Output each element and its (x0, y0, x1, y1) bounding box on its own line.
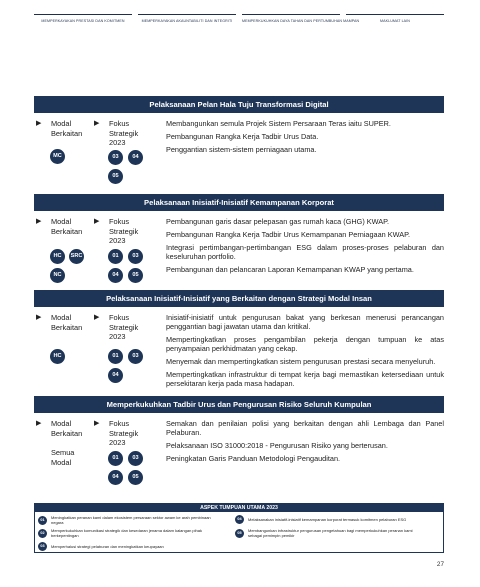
focus-badge: 03 (108, 150, 123, 165)
modal-label: Berkaitan (51, 226, 83, 236)
modal-label: Modal (51, 217, 72, 226)
fokus-label: 2023 (109, 438, 126, 447)
capital-badge-mc: MC (50, 149, 65, 164)
aspek-tumpuan-box (34, 503, 444, 553)
section-tadbir-urus (34, 396, 444, 493)
initiative-item: Pelaksanaan ISO 31000:2018 - Pengurusan Risiko yang berterusan. (166, 441, 388, 450)
aspek-number: 05 (235, 529, 244, 538)
focus-badge: 04 (108, 368, 123, 383)
aspek-title: ASPEK TUMPUAN UTAMA 2023 (35, 504, 443, 512)
focus-badge: 01 (108, 249, 123, 264)
initiative-item: Membangunkan semula Projek Sistem Persaraan Teras iaitu SUPER. (166, 119, 391, 128)
triangle-bullet-icon: ▶ (36, 218, 42, 225)
aspek-item (38, 542, 216, 551)
section-title: Pelaksanaan Pelan Hala Tuju Transformasi Digital (34, 96, 444, 113)
capital-badge-src: SRC (69, 249, 84, 264)
aspek-text: Membangunkan infrastruktur pengurusan pengetahuan bagi memperkukuhkan peranan kami sebagai pemimpin pemikir (248, 528, 413, 538)
nav-prestasi[interactable]: MEMPERKAYAKAN PRESTASI DAN KOMITMEN (34, 14, 132, 23)
aspek-text: Melaksanakan inisiatif-inisiatif kemampanan korporat termasuk komitmen pelaburan ESG (248, 517, 407, 522)
fokus-label: 2023 (109, 332, 126, 341)
triangle-bullet-icon: ▶ (36, 314, 42, 321)
focus-badge: 04 (108, 268, 123, 283)
triangle-bullet-icon: ▶ (94, 314, 100, 321)
capital-badge-nc: NC (50, 268, 65, 283)
initiatives-list (166, 313, 444, 392)
aspek-text: Meningkatkan peranan kami dalam ekosistem persaraan sektor awam ke arah pembinaan negara (51, 515, 211, 525)
aspek-number: 02 (38, 529, 47, 538)
initiative-item: Pembangunan Rangka Kerja Tadbir Urus Data. (166, 132, 319, 141)
triangle-bullet-icon: ▶ (36, 420, 42, 427)
triangle-bullet-icon: ▶ (36, 120, 42, 127)
aspek-item (38, 515, 216, 525)
initiative-item: Mempertingkatkan infrastruktur di tempat kerja bagi memastikan ketersediaan untuk persekitaran kerja pada masa hadapan. (166, 370, 444, 388)
focus-badge: 05 (128, 268, 143, 283)
initiative-item: Peningkatan Garis Panduan Metodologi Pengauditan. (166, 454, 341, 463)
focus-badge: 03 (128, 249, 143, 264)
modal-label: Berkaitan (51, 322, 83, 332)
initiative-item: Pembangunan garis dasar pelepasan gas rumah kaca (GHG) KWAP. (166, 217, 390, 226)
focus-badge: 04 (128, 150, 143, 165)
section-modal-insan (34, 290, 444, 395)
fokus-label: Strategik (109, 128, 139, 138)
nav-daya-tahan[interactable]: MEMPERKUKUHKAN DAYA TAHAN DAN PERTUMBUHAN MAMPAN (242, 14, 340, 23)
initiatives-list (166, 217, 444, 278)
fokus-label: Strategik (109, 322, 139, 332)
fokus-label: Fokus (109, 313, 130, 322)
capital-badge-hc: HC (50, 249, 65, 264)
triangle-bullet-icon: ▶ (94, 218, 100, 225)
aspek-text: Memperhalusi strategi pelaburan dan meningkatkan keupayaan (51, 544, 164, 549)
top-navigation (34, 14, 444, 23)
aspek-number: 03 (38, 542, 47, 551)
focus-badge: 03 (128, 451, 143, 466)
fokus-label: Fokus (109, 217, 130, 226)
modal-label: Modal (51, 119, 72, 128)
section-kemampanan-korporat (34, 194, 444, 291)
initiative-item: Inisiatif-inisiatif untuk pengurusan bakat yang berkesan menerusi perancangan penggantian bagi jawatan utama dan kritikal. (166, 313, 444, 331)
semua-modal-label: Semua (51, 448, 75, 457)
initiative-item: Integrasi pertimbangan-pertimbangan ESG dalam proses-proses pelaburan dan keseluruhan portfolio. (166, 243, 444, 261)
modal-label: Modal (51, 313, 72, 322)
initiative-item: Menyemak dan mempertingkatkan sistem pengurusan prestasi secara menyeluruh. (166, 357, 436, 366)
focus-badge: 01 (108, 451, 123, 466)
triangle-bullet-icon: ▶ (94, 420, 100, 427)
section-transformasi-digital (34, 96, 444, 183)
aspek-item (38, 528, 216, 538)
nav-akauntabiliti[interactable]: MEMPERKAYAKAN AKAUNTABILITI DAN INTEGRITI (138, 14, 236, 23)
modal-label: Berkaitan (51, 428, 83, 438)
aspek-number: 04 (235, 515, 244, 524)
aspek-text: Memperkukuhkan komunikasi strategik dan kesedaran jenama dalam kalangan pihak berkepentingan (51, 528, 202, 538)
page-number: 27 (436, 561, 444, 568)
modal-label: Berkaitan (51, 128, 83, 138)
focus-badge: 05 (128, 470, 143, 485)
initiatives-list (166, 419, 444, 467)
initiatives-list (166, 119, 444, 158)
fokus-label: 2023 (109, 138, 126, 147)
aspek-item (235, 528, 413, 538)
aspek-item (235, 515, 413, 524)
initiative-item: Penggantian sistem-sistem perniagaan utama. (166, 145, 317, 154)
fokus-label: Strategik (109, 226, 139, 236)
nav-maklumat-lain[interactable]: MAKLUMAT LAIN (346, 14, 444, 23)
focus-badge: 05 (108, 169, 123, 184)
section-title: Pelaksanaan Inisiatif-Inisiatif Kemampanan Korporat (34, 194, 444, 211)
fokus-label: 2023 (109, 236, 126, 245)
section-title: Pelaksanaan Inisiatif-Inisiatif yang Berkaitan dengan Strategi Modal Insan (34, 290, 444, 307)
fokus-label: Fokus (109, 419, 130, 428)
fokus-label: Strategik (109, 428, 139, 438)
focus-badge: 04 (108, 470, 123, 485)
aspek-number: 01 (38, 516, 47, 525)
focus-badge: 03 (128, 349, 143, 364)
fokus-label: Fokus (109, 119, 130, 128)
focus-badge: 01 (108, 349, 123, 364)
triangle-bullet-icon: ▶ (94, 120, 100, 127)
initiative-item: Semakan dan penilaian polisi yang berkaitan dengan ahli Lembaga dan Panel Pelaburan. (166, 419, 444, 437)
capital-badge-hc: HC (50, 349, 65, 364)
modal-label: Modal (51, 419, 72, 428)
initiative-item: Mempertingkatkan proses pengambilan pekerja dengan tumpuan ke atas penyampaian perkhidmatan yang cekap. (166, 335, 444, 353)
initiative-item: Pembangunan dan pelancaran Laporan Kemampanan KWAP yang pertama. (166, 265, 414, 274)
section-title: Memperkukuhkan Tadbir Urus dan Pengurusan Risiko Seluruh Kumpulan (34, 396, 444, 413)
semua-modal-label: Modal (51, 457, 72, 467)
initiative-item: Pembangunan Rangka Kerja Tadbir Urus Kemampanan Perniagaan KWAP. (166, 230, 411, 239)
